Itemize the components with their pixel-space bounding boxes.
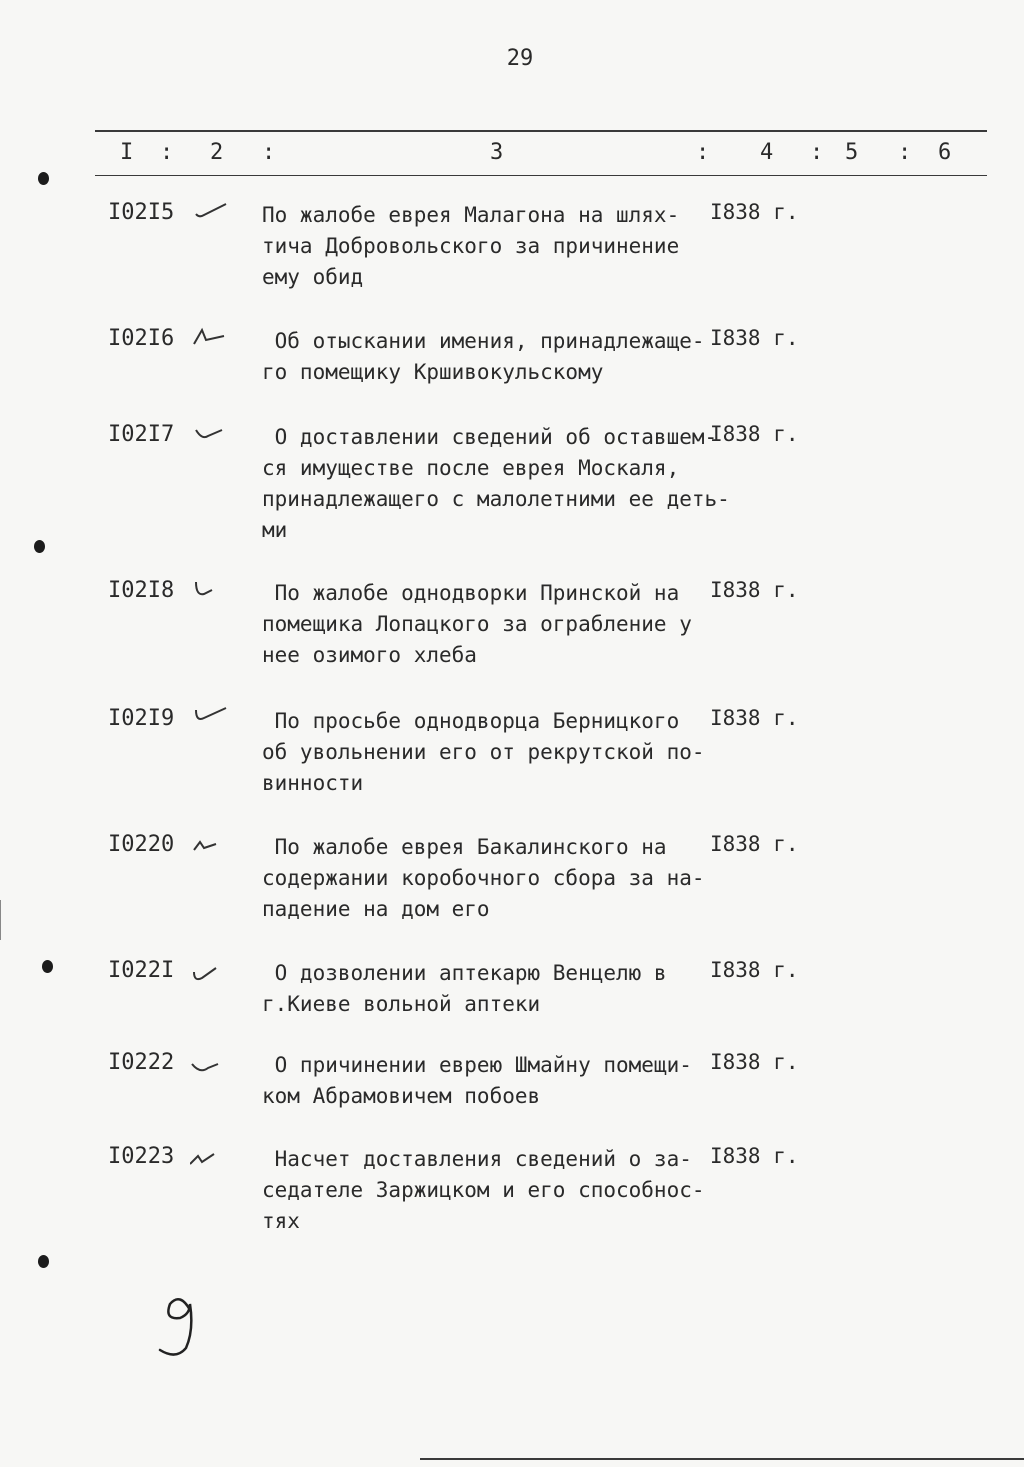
header-rule-top [95, 130, 987, 132]
bottom-rule [420, 1458, 1024, 1460]
checkmark-icon [190, 200, 232, 224]
entry-description: О дозволении аптекарю Венцелю в г.Киеве вольной аптеки [262, 961, 667, 1016]
header-separator: : [160, 140, 174, 165]
header-rule-bottom [95, 175, 987, 176]
header-col-6: 6 [938, 140, 952, 165]
entry-number: I022I [108, 958, 175, 983]
entry-year: I838 г. [710, 832, 799, 856]
entry-description: По жалобе однодворки Принской на помещика Лопацкого за ограбление у нее озимого хлеба [262, 581, 692, 667]
entry-year: I838 г. [710, 1050, 799, 1074]
entry-number: I0220 [108, 832, 175, 857]
checkmark-icon [190, 422, 232, 446]
header-col-4: 4 [760, 140, 774, 165]
punch-hole [42, 960, 53, 973]
punch-hole [38, 1255, 49, 1268]
entry-year: I838 г. [710, 422, 799, 446]
entry-year: I838 г. [710, 1144, 799, 1168]
entry-description: По жалобе еврея Бакалинского на содержании коробочного сбора за на- падение на дом его [262, 835, 705, 921]
entry-description: О причинении еврею Шмайну помещи- ком Абрамовичем побоев [262, 1053, 692, 1108]
entry-number: I02I8 [108, 578, 175, 603]
header-separator: : [696, 140, 710, 165]
checkmark-icon [190, 1144, 232, 1168]
entry-number: I02I7 [108, 422, 175, 447]
entry-number: I0223 [108, 1144, 175, 1169]
header-col-5: 5 [845, 140, 859, 165]
entry-year: I838 г. [710, 578, 799, 602]
entry-description: По просьбе однодворца Берницкого об увольнении его от рекрутской по- винности [262, 709, 705, 795]
entry-year: I838 г. [710, 706, 799, 730]
checkmark-icon [190, 326, 232, 350]
entry-number: I0222 [108, 1050, 175, 1075]
entry-year: I838 г. [710, 958, 799, 982]
punch-hole [34, 540, 45, 553]
handwritten-number [150, 1290, 210, 1360]
page-number: 29 [506, 46, 534, 71]
header-col-2: 2 [210, 140, 224, 165]
checkmark-icon [190, 1050, 232, 1074]
entry-number: I02I5 [108, 200, 175, 225]
header-separator: : [898, 140, 912, 165]
checkmark-icon [190, 958, 232, 982]
entry-description: Об отыскании имения, принадлежаще- го помещику Кршивокульскому [262, 329, 705, 384]
entry-description: О доставлении сведений об оставшем- ся имуществе после еврея Москаля, принадлежащего с малолетними ее деть- ми [262, 425, 730, 542]
entry-description: Насчет доставления сведений о за- седателе Заржицком и его способнос- тях [262, 1147, 705, 1233]
punch-hole [38, 172, 49, 185]
margin-mark [0, 900, 1, 940]
header-col-3: 3 [490, 140, 504, 165]
header-col-1: I [120, 140, 134, 165]
entry-number: I02I6 [108, 326, 175, 351]
checkmark-icon [190, 706, 232, 730]
entry-year: I838 г. [710, 200, 799, 224]
entry-year: I838 г. [710, 326, 799, 350]
entry-description: По жалобе еврея Малагона на шлях- тича Добровольского за причинение ему обид [262, 203, 680, 289]
checkmark-icon [190, 832, 232, 856]
entry-number: I02I9 [108, 706, 175, 731]
checkmark-icon [190, 578, 232, 602]
header-separator: : [262, 140, 276, 165]
header-separator: : [810, 140, 824, 165]
